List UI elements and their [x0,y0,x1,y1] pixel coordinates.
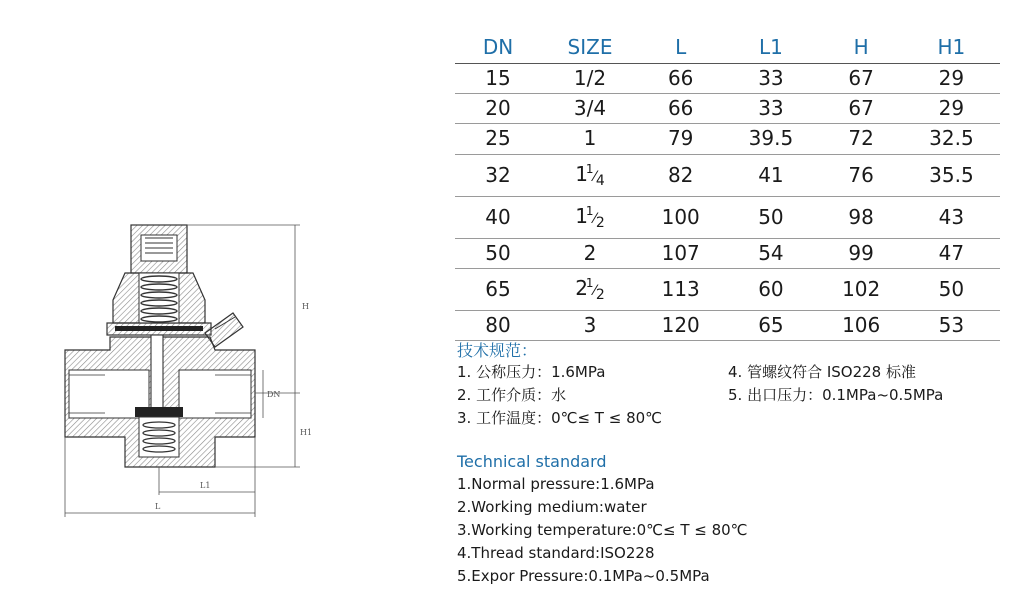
cell-l: 113 [639,268,722,310]
cell-size: 3 [541,310,639,340]
cell-size: 3/4 [541,94,639,124]
cell-l: 107 [639,238,722,268]
cell-l: 66 [639,94,722,124]
cell-dn: 40 [455,196,541,238]
size-fraction: $1^1⁄_4$ [575,161,605,189]
cell-h1: 29 [903,64,1000,94]
cell-l1: 60 [722,268,819,310]
en-spec-item: 2.Working medium:water [457,498,647,516]
column-header-h1: H1 [903,30,1000,64]
size-denominator: 4 [595,172,605,189]
size-numerator: 1 [585,275,594,290]
column-header-h: H [820,30,903,64]
cn-spec-item: 1. 公称压力：1.6MPa [457,363,606,381]
cell-l: 82 [639,154,722,196]
cell-l: 120 [639,310,722,340]
cell-dn: 80 [455,310,541,340]
table-row [455,196,1000,238]
cell-dn: 20 [455,94,541,124]
cell-l: 66 [639,64,722,94]
size-whole: 1 [575,161,588,186]
cn-spec-title: 技术规范： [457,341,538,360]
table-row [455,94,1000,124]
size-fraction: $2^1⁄_2$ [575,275,605,303]
cell-h: 72 [820,124,903,154]
cell-size [541,268,639,310]
cn-spec-item: 5. 出口压力：0.1MPa~0.5MPa [728,386,944,404]
table-row [455,268,1000,310]
cell-size [541,196,639,238]
size-whole: 1 [575,203,588,228]
cell-size: 2 [541,238,639,268]
dim-label-h: H [302,302,309,311]
size-whole: 2 [575,275,588,300]
cell-h1: 53 [903,310,1000,340]
cell-l1: 41 [722,154,819,196]
dimension-table [455,30,1000,341]
cell-l1: 33 [722,94,819,124]
size-numerator: 1 [585,161,594,176]
dim-label-h1: H1 [300,428,313,437]
size-numerator: 1 [585,203,594,218]
cell-h: 76 [820,154,903,196]
cell-h1: 50 [903,268,1000,310]
en-spec-title: Technical standard [457,452,607,471]
dim-label-l: L [155,502,161,511]
cell-l1: 54 [722,238,819,268]
cell-h: 102 [820,268,903,310]
cell-size: 1 [541,124,639,154]
cell-h1: 47 [903,238,1000,268]
cell-h1: 29 [903,94,1000,124]
table-row [455,238,1000,268]
cell-dn: 65 [455,268,541,310]
dim-label-dn: DN [267,390,281,399]
cell-l1: 39.5 [722,124,819,154]
table-header-row [455,30,1000,64]
cell-l1: 65 [722,310,819,340]
size-fraction: $1^1⁄_2$ [575,203,605,231]
table-row [455,124,1000,154]
table-row [455,310,1000,340]
cell-l1: 50 [722,196,819,238]
cell-h: 67 [820,94,903,124]
en-spec-item: 3.Working temperature:0℃≤ T ≤ 80℃ [457,521,748,539]
cell-l1: 33 [722,64,819,94]
column-header-l: L [639,30,722,64]
cell-h: 99 [820,238,903,268]
cell-dn: 50 [455,238,541,268]
cell-h1: 43 [903,196,1000,238]
cn-spec-item: 4. 管螺纹符合 ISO228 标准 [728,363,916,381]
cell-h: 98 [820,196,903,238]
valve-section-drawing [55,205,325,525]
cell-dn: 32 [455,154,541,196]
cell-h: 67 [820,64,903,94]
en-spec-item: 4.Thread standard:ISO228 [457,544,655,562]
cell-l: 79 [639,124,722,154]
column-header-l1: L1 [722,30,819,64]
size-denominator: 2 [595,214,605,231]
cell-dn: 25 [455,124,541,154]
table-row [455,154,1000,196]
en-spec-item: 1.Normal pressure:1.6MPa [457,475,655,493]
dim-label-l1: L1 [200,481,211,490]
table-row [455,64,1000,94]
cell-h1: 32.5 [903,124,1000,154]
cell-l: 100 [639,196,722,238]
column-header-size: SIZE [541,30,639,64]
cn-spec-item: 3. 工作温度：0℃≤ T ≤ 80℃ [457,409,663,427]
column-header-dn: DN [455,30,541,64]
size-denominator: 2 [595,286,605,303]
cell-h1: 35.5 [903,154,1000,196]
cell-size: 1/2 [541,64,639,94]
cell-size [541,154,639,196]
cell-h: 106 [820,310,903,340]
cell-dn: 15 [455,64,541,94]
en-spec-item: 5.Expor Pressure:0.1MPa~0.5MPa [457,567,710,585]
cn-spec-item: 2. 工作介质：水 [457,386,567,404]
